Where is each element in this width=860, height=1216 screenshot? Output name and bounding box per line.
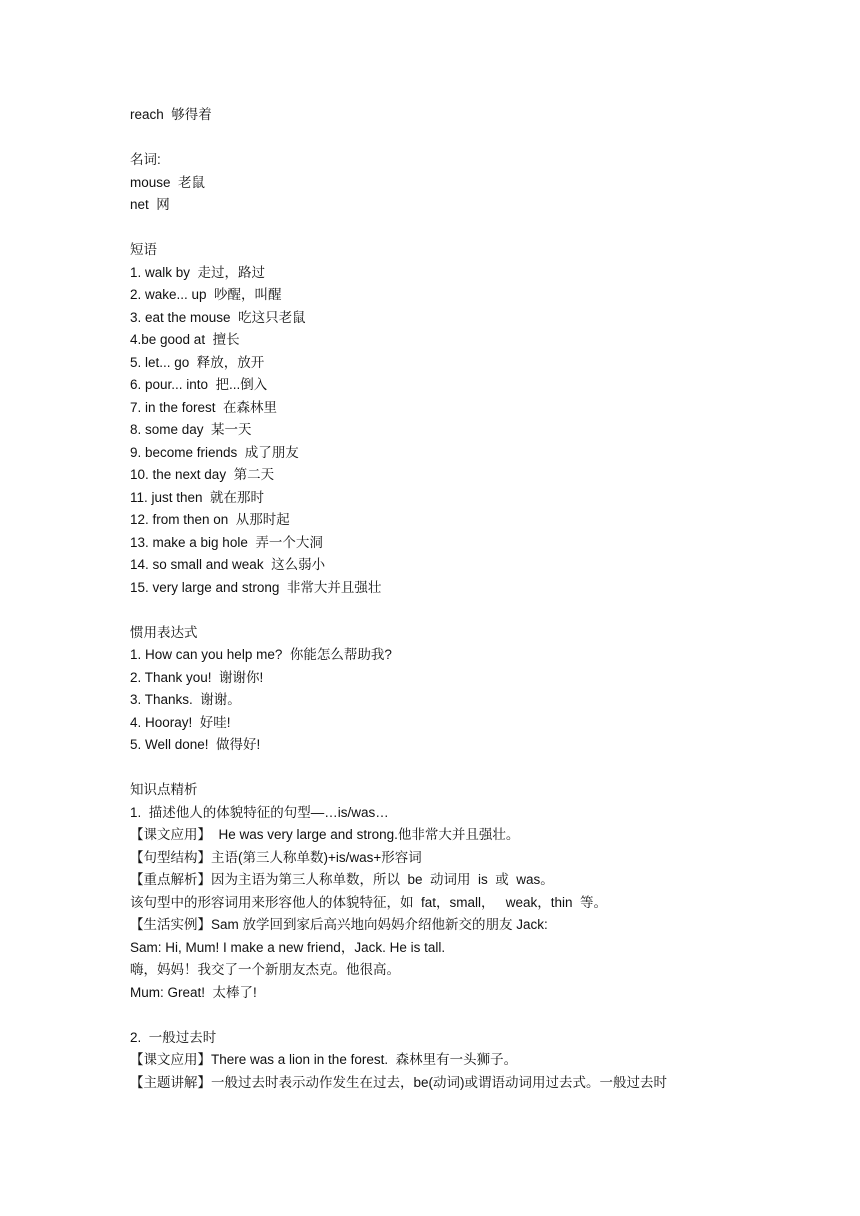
text-line: 12. from then on 从那时起 bbox=[130, 512, 290, 527]
text-line: 【重点解析】因为主语为第三人称单数，所以 be 动词用 is 或 was。 bbox=[130, 872, 554, 887]
text-line: 1. How can you help me? 你能怎么帮助我? bbox=[130, 647, 392, 662]
text-line: 15. very large and strong 非常大并且强壮 bbox=[130, 579, 382, 595]
text-line: reach 够得着 bbox=[130, 107, 212, 122]
text-line: 4.be good at 擅长 bbox=[130, 332, 240, 347]
text-line: 嗨，妈妈！我交了一个新朋友杰克。他很高。 bbox=[130, 962, 400, 977]
text-line: Sam: Hi, Mum! I make a new friend，Jack. He is tall. bbox=[130, 939, 446, 955]
text-line: 4. Hooray! 好哇! bbox=[130, 714, 231, 730]
text-line: 惯用表达式 bbox=[130, 624, 198, 640]
text-line: 3. Thanks. 谢谢。 bbox=[130, 692, 241, 707]
text-line: Mum: Great! 太棒了! bbox=[130, 984, 257, 1000]
text-line: 8. some day 某一天 bbox=[130, 422, 252, 437]
text-line: 1. walk by 走过，路过 bbox=[130, 264, 266, 280]
text-line: 【课文应用】 He was very large and strong.他非常大并且强壮。 bbox=[130, 827, 520, 842]
text-line: 2. Thank you! 谢谢你! bbox=[130, 669, 264, 685]
text-line: 14. so small and weak 这么弱小 bbox=[130, 557, 326, 572]
text-line: 【主题讲解】一般过去时表示动作发生在过去，be(动词)或谓语动词用过去式。一般过去时 bbox=[130, 1074, 668, 1090]
text-line: 10. the next day 第二天 bbox=[130, 467, 275, 482]
text-line: net 网 bbox=[130, 197, 170, 212]
text-line: 【句型结构】主语(第三人称单数)+is/was+形容词 bbox=[130, 849, 422, 865]
blank-line bbox=[130, 217, 750, 240]
text-line: 5. Well done! 做得好! bbox=[130, 737, 261, 752]
text-line: 5. let... go 释放，放开 bbox=[130, 354, 265, 370]
text-line: 知识点精析 bbox=[130, 782, 198, 797]
blank-line bbox=[130, 599, 750, 622]
text-line: 7. in the forest 在森林里 bbox=[130, 399, 278, 415]
blank-line bbox=[130, 127, 750, 150]
text-line: 【课文应用】There was a lion in the forest. 森林里有一头狮子。 bbox=[130, 1052, 518, 1067]
text-line: 【生活实例】Sam 放学回到家后高兴地向妈妈介绍他新交的朋友 Jack: bbox=[130, 917, 548, 932]
text-line: 短语 bbox=[130, 242, 157, 257]
text-line: 9. become friends 成了朋友 bbox=[130, 444, 299, 460]
text-line: 1. 描述他人的体貌特征的句型—…is/was… bbox=[130, 804, 389, 820]
document-page bbox=[130, 104, 750, 1094]
text-line: mouse 老鼠 bbox=[130, 174, 206, 190]
blank-line bbox=[130, 757, 750, 780]
text-line: 2. wake... up 吵醒，叫醒 bbox=[130, 287, 282, 302]
text-line: 名词: bbox=[130, 152, 161, 167]
text-line: 11. just then 就在那时 bbox=[130, 489, 265, 505]
blank-line bbox=[130, 1004, 750, 1027]
text-line: 13. make a big hole 弄一个大洞 bbox=[130, 534, 323, 550]
text-line: 该句型中的形容词用来形容他人的体貌特征，如 fat，small， weak，thin 等。 bbox=[130, 894, 608, 910]
text-line: 2. 一般过去时 bbox=[130, 1029, 217, 1045]
text-line: 3. eat the mouse 吃这只老鼠 bbox=[130, 309, 306, 325]
text-line: 6. pour... into 把...倒入 bbox=[130, 377, 268, 392]
